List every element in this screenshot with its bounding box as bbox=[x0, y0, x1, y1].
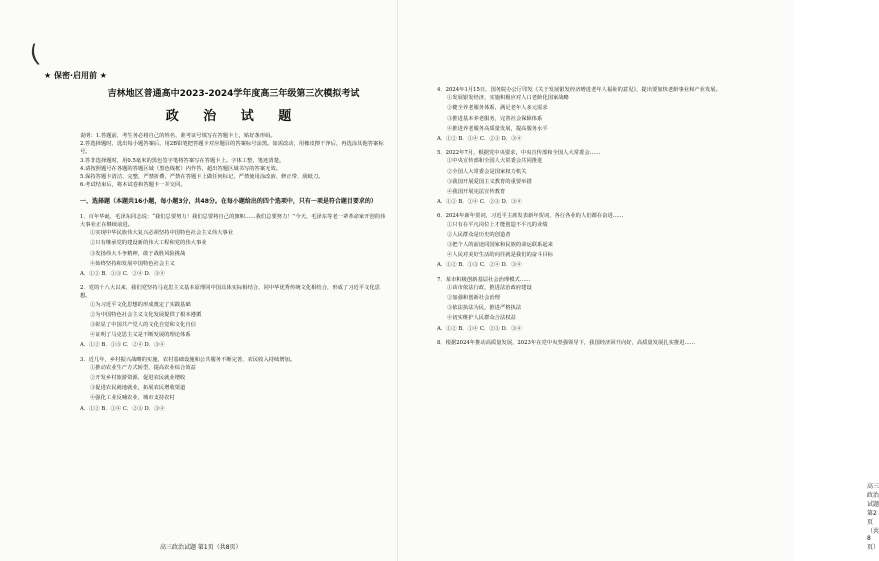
question-option: ③推进基本养老服务，完善社会保障体系 bbox=[447, 115, 543, 122]
question-option: ②加强和创新社会治理 bbox=[447, 295, 500, 302]
question-7 bbox=[437, 276, 774, 333]
question-5 bbox=[437, 149, 774, 206]
question-option: ②只有继承党的建设新的伟大工程和党的伟大事业 bbox=[90, 240, 207, 247]
answer-choices: A．①② B．①④ C．②③ D．③④ bbox=[437, 199, 522, 206]
footer-right: 高三政治试题 第2页（共8页） bbox=[867, 483, 879, 551]
instruction-line: 说明：1.答题前，考生务必将自己的姓名、准考证号填写在答题卡上，贴好条形码。 bbox=[80, 133, 276, 139]
section-title: 一、选择题（本题共16小题，每小题3分，共48分。在每小题给出的四个选项中，只有一项是符合题目要求的） bbox=[80, 198, 377, 206]
question-option: ②为中国特色社会主义文化发展提供了根本遵循 bbox=[90, 311, 202, 318]
question-stem: 6．2024年新年贺词，习近平主席发表新年贺词，各行各业的人们都在奋进…… bbox=[437, 213, 624, 220]
question-option: ①中央宣传部和全国人大常委会共同推进 bbox=[447, 158, 543, 165]
question-option: ②健全养老服务体系，满足老年人多元需求 bbox=[447, 105, 548, 112]
question-2 bbox=[80, 284, 387, 349]
question-8 bbox=[437, 339, 774, 347]
question-stem: 1．百年华诞，毛泽东同志说：“我们总要努力！我们总要将自己的旗帜……我们总要努力！”今天，毛泽东等老一辈革命家开创的伟大事业正在继续前进。 bbox=[80, 213, 386, 228]
question-option: ④推进养老服务高质量发展，提高服务水平 bbox=[447, 125, 548, 132]
question-option: ③把个人的前途同国家和民族的命运联系起来 bbox=[447, 242, 553, 249]
question-option: ③促进农民就地就业，拓展农民增收渠道 bbox=[90, 385, 186, 392]
question-option: ④人民对美好生活的向往就是我们的奋斗目标 bbox=[447, 252, 553, 259]
instruction-line: 5.保持答题卡清洁、完整，严禁折叠，严禁在答题卡上做任何标记，严禁使用涂改液、修正带、刮纸刀。 bbox=[80, 174, 324, 181]
question-option: ④始终坚持和发展中国特色社会主义 bbox=[90, 260, 175, 267]
pen-mark: ( bbox=[27, 39, 43, 69]
question-option: ③彰显了中国共产党人的文化自觉和文化自信 bbox=[90, 321, 196, 328]
exam-title: 吉林地区普通高中2023-2024学年度高三年级第三次模拟考试 bbox=[107, 89, 360, 99]
question-option: ④证明了马克思主义是不断发展的理论体系 bbox=[90, 332, 191, 339]
question-option: ③我国开展爱国主义教育的重要举措 bbox=[447, 178, 532, 185]
question-3 bbox=[80, 356, 387, 413]
question-option: ①为习近平文化思想的形成奠定了实践基础 bbox=[90, 301, 191, 308]
question-option: ③发扬伟大斗争精神，敢于战胜风险挑战 bbox=[90, 250, 186, 257]
instruction-line: 2.答选择题时，选出每小题答案后，用2B铅笔把答题卡对应题目的答案标号涂黑。如需改动，用橡皮擦干净后，再选涂其他答案标号。 bbox=[80, 141, 384, 156]
question-4 bbox=[437, 86, 774, 143]
question-stem: 8．根据2024年推动高质量发展，2023年在党中央坚强领导下，我国经济回升向好，高质量发展扎实推进…… bbox=[437, 339, 696, 346]
question-option: ①实现中华民族伟大复兴必须坚持中国特色社会主义伟大事业 bbox=[90, 230, 234, 237]
instruction-line: 4.请按照题号在各题的答题区域（黑色线框）内作答，超出答题区域书写的答案无效。 bbox=[80, 165, 282, 172]
question-1 bbox=[80, 213, 387, 278]
instruction-line: 3.答非选择题时，用0.5毫米的黑色签字笔将答案写在答题卡上。字体工整，笔迹清楚。 bbox=[80, 157, 285, 164]
question-option: ①该市依法行政，推进法治政府建设 bbox=[447, 284, 532, 291]
question-stem: 2．党的十八大以来，我们党坚持马克思主义基本原理同中国具体实际相结合，同中华优秀传统文化相结合，形成了习近平文化思想。 bbox=[80, 285, 380, 300]
answer-choices: A．①② B．①④ C．②③ D．③④ bbox=[437, 325, 522, 332]
question-stem: 4．2024年1月15日，国务院办公厅印发《关于发展银发经济增进老年人福祉的意见》，提出要加快老龄事业和产业发展。 bbox=[437, 87, 721, 93]
right-column bbox=[397, 0, 879, 561]
instructions bbox=[80, 132, 387, 189]
question-option: ②开发乡村旅游资源，促进农民就业增收 bbox=[90, 374, 186, 381]
secret-label: ★ 保密·启用前 ★ bbox=[44, 71, 107, 80]
question-option: ③依法执法为民，推进严格执法 bbox=[447, 305, 522, 312]
question-option: ①只有在平凡岗位上才能创造不平凡的业绩 bbox=[447, 221, 548, 228]
question-option: ①推动农业生产方式转型，提高农业综合效益 bbox=[90, 364, 196, 371]
question-stem: 5．2022年7月，根据党中央要求，中央宣传部和全国人大常委会…… bbox=[437, 150, 601, 157]
question-option: ①发展银发经济，实施积极应对人口老龄化国家战略 bbox=[447, 95, 569, 102]
question-option: ②全国人大常委会是国家权力机关 bbox=[447, 168, 527, 175]
answer-choices: A．①② B．①④ C．②③ D．③④ bbox=[80, 405, 165, 412]
question-6 bbox=[437, 212, 774, 269]
answer-choices: A．①② B．①④ C．②③ D．③④ bbox=[437, 136, 522, 143]
question-option: ④切实维护人民群众合法权益 bbox=[447, 315, 516, 322]
instruction-line: 6.考试结束后，将本试卷和答题卡一并交回。 bbox=[80, 182, 186, 189]
answer-choices: A．①② B．①③ C．②④ D．③④ bbox=[437, 262, 522, 269]
answer-choices: A．①② B．①③ C．②④ D．③④ bbox=[80, 342, 165, 349]
question-option: ④强化工业反哺农业、城市支持农村 bbox=[90, 395, 175, 402]
question-stem: 7．某市积极创新基层社会治理模式…… bbox=[437, 276, 531, 283]
question-option: ④我国开展宪法宣传教育 bbox=[447, 189, 506, 196]
answer-choices: A．①② B．①③ C．②④ D．③④ bbox=[80, 270, 165, 277]
question-option: ②人民群众是历史的创造者 bbox=[447, 231, 511, 238]
subject-title: 政 治 试 题 bbox=[165, 109, 302, 124]
question-stem: 3．近几年，乡村振兴战略的实施，农村基础设施和公共服务不断完善，农民收入持续增加。 bbox=[80, 356, 296, 363]
left-column bbox=[0, 0, 397, 561]
footer-left: 高三政治试题 第1页（共8页） bbox=[160, 544, 242, 551]
